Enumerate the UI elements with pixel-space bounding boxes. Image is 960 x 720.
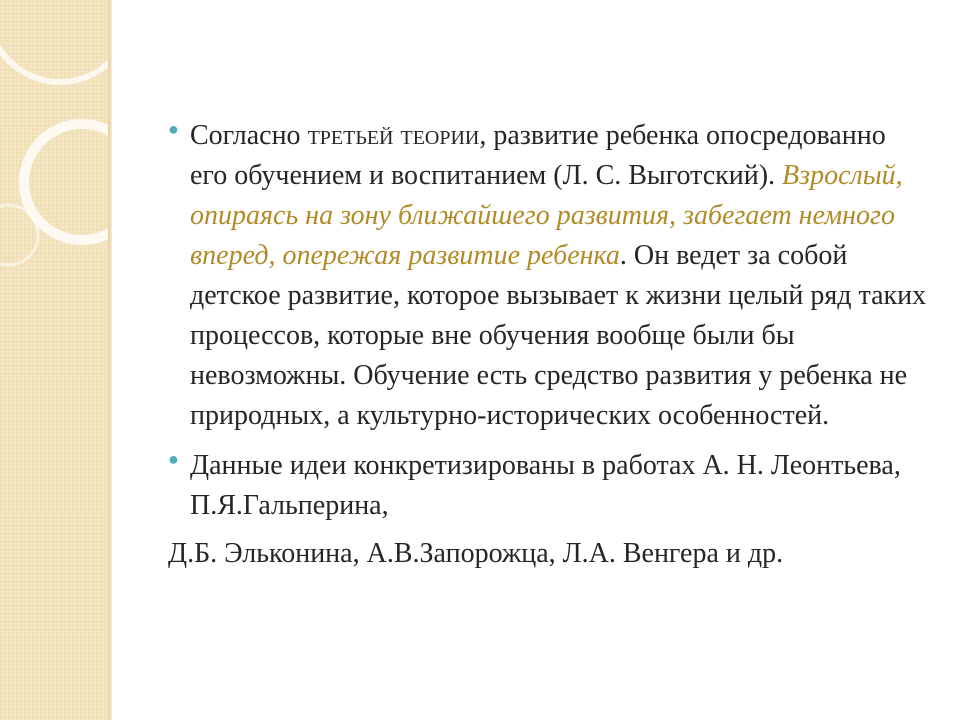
- bullet-text-2: Данные идеи конкретизированы в работах А. Н. Леонтьева, П.Я.Гальперина,: [190, 450, 901, 521]
- text-segment: . Он ведет за собой детское развитие, которое вызывает к жизни целый ряд таких процессов, которые вне обучения вообще были бы невозможны. Обучение есть средство развития у ребенка не природных, а культурно-исторических особенностей.: [190, 240, 927, 431]
- highlighted-quote: Взрослый, опираясь на зону ближайшего развития, забегает немного вперед, опережая развитие ребенка: [190, 160, 903, 271]
- bullet-icon: ●: [168, 119, 179, 139]
- decorative-circles: [0, 0, 108, 720]
- bullet-item-2: [168, 446, 928, 526]
- bullet-icon: ●: [168, 449, 179, 469]
- emphasized-term: третьей теории: [307, 120, 480, 151]
- bullet-item-1: [168, 116, 928, 436]
- slide-body: [168, 116, 928, 574]
- text-segment: , развитие ребенка опосредованно его обучением и воспитанием (Л. С. Выготский).: [190, 120, 886, 191]
- decorative-side-panel: [0, 0, 108, 720]
- bullet-text-1: [190, 116, 928, 436]
- text-segment: Согласно: [190, 120, 308, 151]
- continuation-text: Д.Б. Эльконина, А.В.Запорожца, Л.А. Венгера и др.: [168, 538, 784, 569]
- panel-divider: [108, 0, 112, 720]
- deco-circle-large: [0, 0, 108, 82]
